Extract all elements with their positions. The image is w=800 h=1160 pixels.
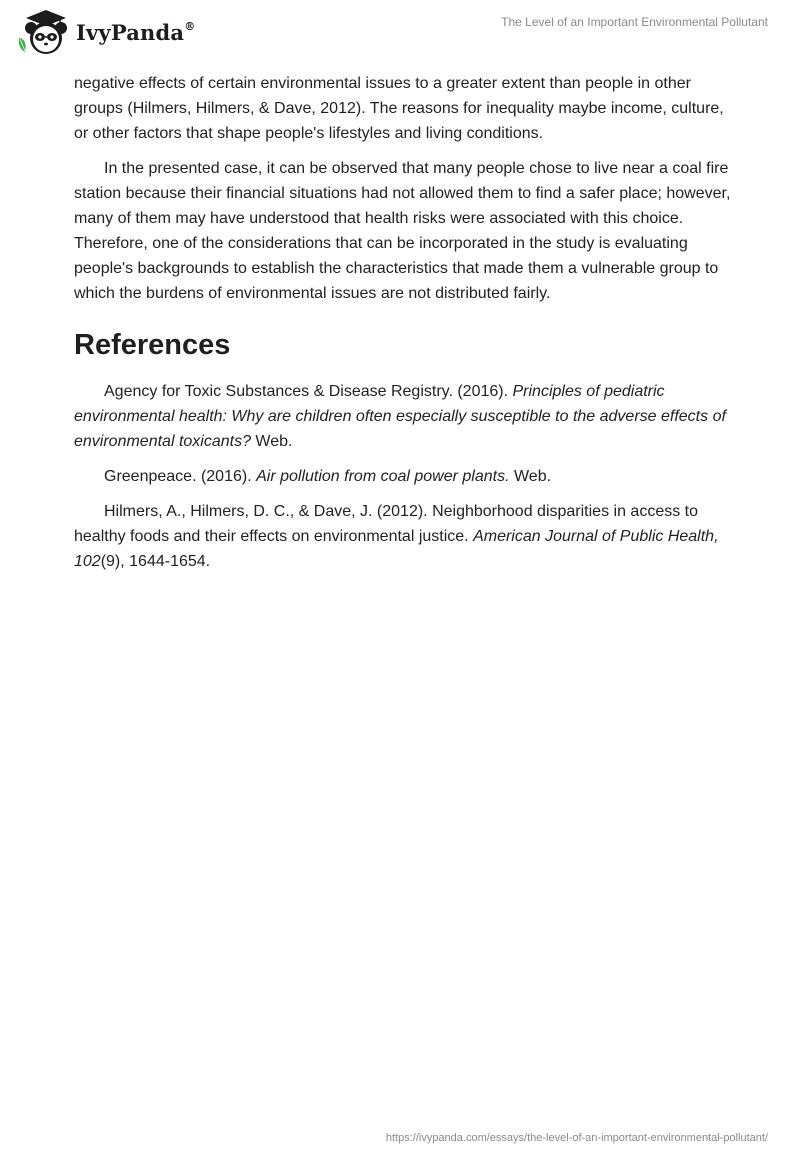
ivypanda-logo[interactable] <box>16 8 195 56</box>
reference-tail: Web. <box>250 433 293 450</box>
reference-entry <box>74 464 734 489</box>
essay-content <box>74 71 734 584</box>
reference-author-date: Greenpeace. (2016). <box>104 468 257 485</box>
reference-entry <box>74 499 734 574</box>
reference-title: Air pollution from coal power plants. <box>256 468 510 485</box>
references-heading: References <box>74 329 231 361</box>
body-paragraph: negative effects of certain environmental issues to a greater extent than people in other groups (Hilmers, Hilmers, & Dave, 2012). The reasons for inequality maybe income, culture, or other factors that shape people's lifestyles and living conditions. <box>74 75 724 142</box>
reference-title: American Journal of Public Health, 102 <box>74 528 719 570</box>
reference-entry <box>74 379 734 454</box>
running-title: The Level of an Important Environmental Pollutant <box>501 15 768 29</box>
source-url-link[interactable]: https://ivypanda.com/essays/the-level-of-an-important-environmental-pollutant/ <box>385 1132 768 1144</box>
reference-tail: Web. <box>509 468 552 485</box>
logo-wordmark: IvyPanda® <box>76 19 196 45</box>
reference-title: Principles of pediatric environmental health: Why are children often especially susceptible to the adverse effects of environmental toxicants? <box>74 383 726 450</box>
page-header <box>0 0 800 60</box>
reference-tail: (9), 1644-1654. <box>100 553 211 570</box>
panda-graduate-icon <box>16 8 72 56</box>
reference-author-date: Hilmers, A., Hilmers, D. C., & Dave, J. (2012). Neighborhood disparities in access to healthy foods and their effects on environmental justice. <box>74 503 698 545</box>
body-paragraph: In the presented case, it can be observed that many people chose to live near a coal fire station because their financial situations had not allowed them to find a safer place; however, many of them may have understood that health risks were associated with this choice. Therefore, one of the considerations that can be incorporated in the study is evaluating people's backgrounds to establish the characteristics that made them a vulnerable group to which the burdens of environmental issues are not distributed fairly. <box>74 160 731 302</box>
reference-author-date: Agency for Toxic Substances & Disease Registry. (2016). <box>104 383 513 400</box>
